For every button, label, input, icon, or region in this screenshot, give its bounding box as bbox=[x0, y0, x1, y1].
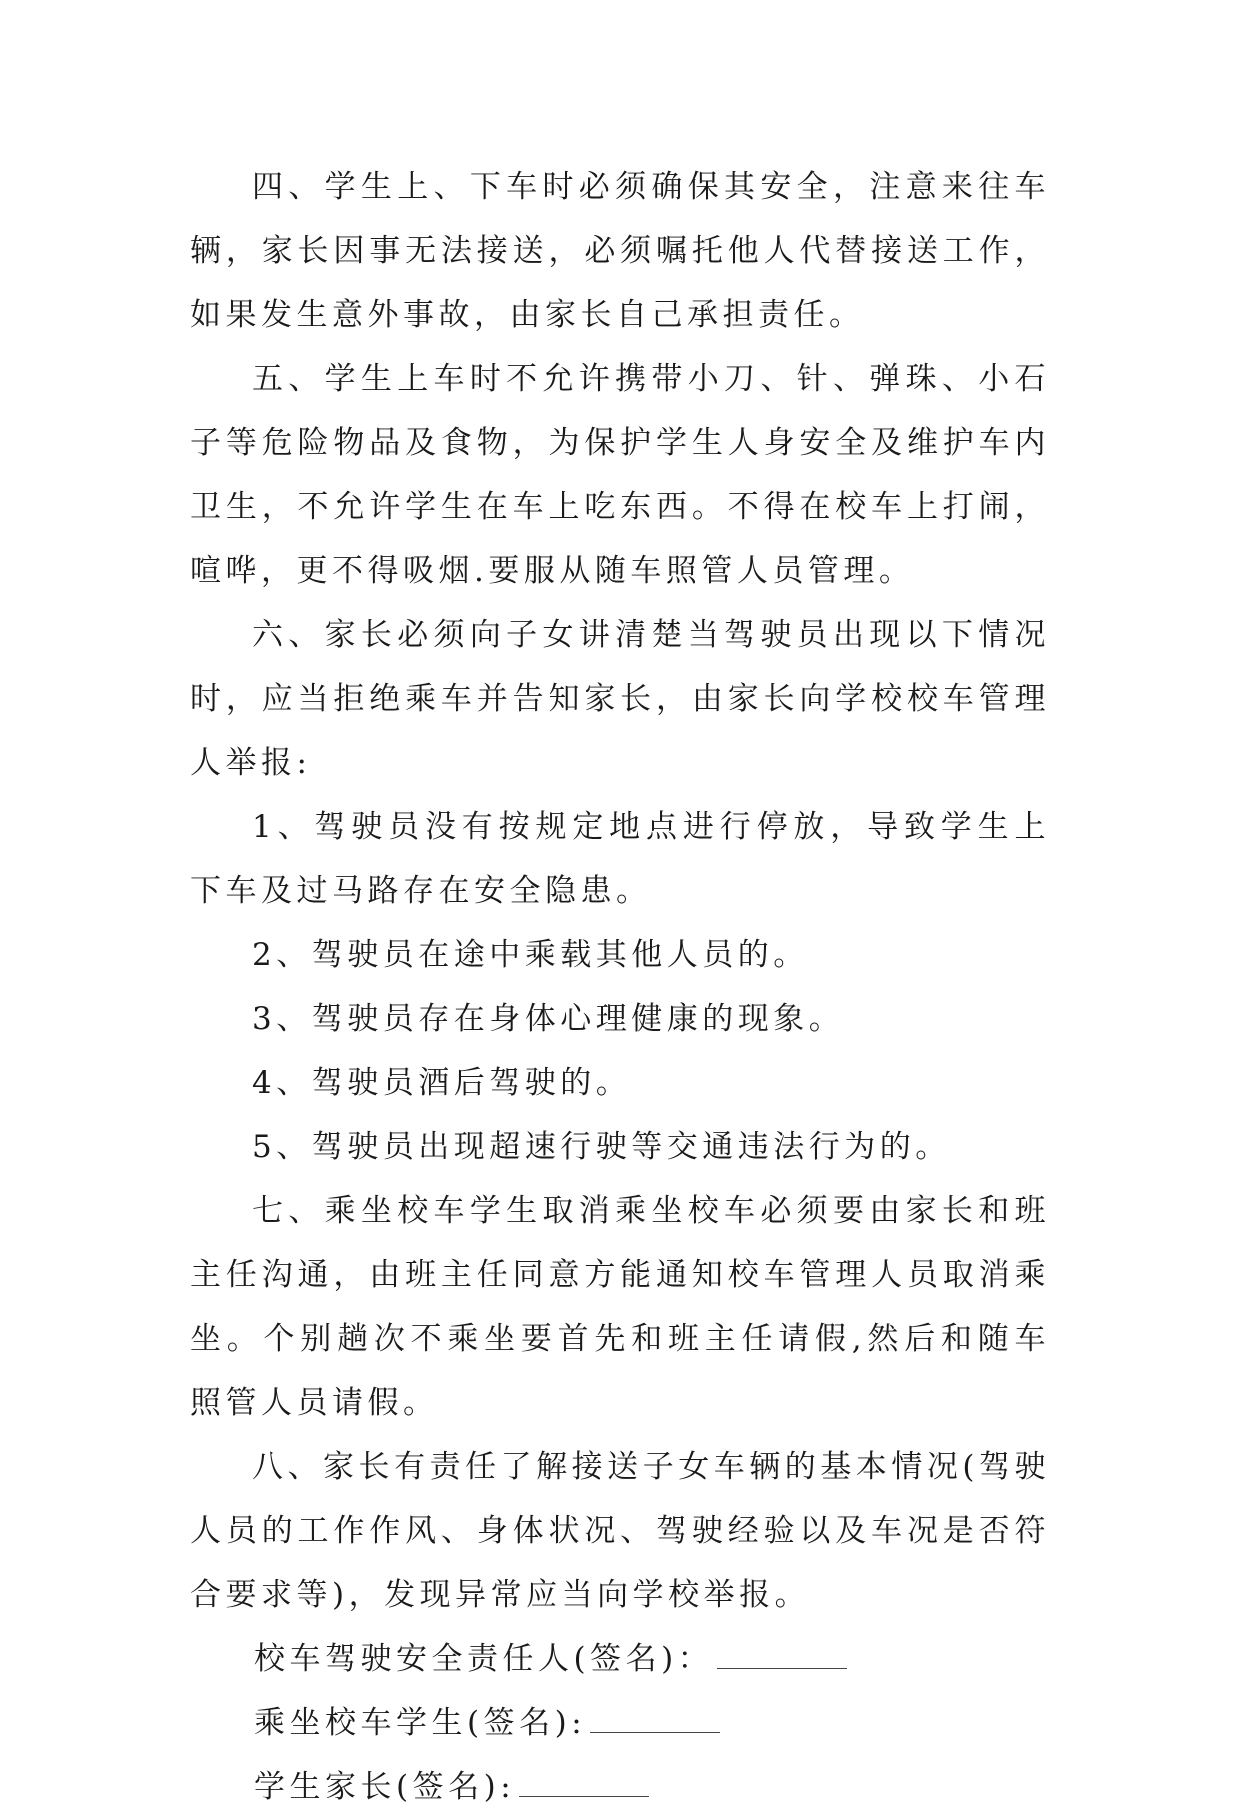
signature-blank-parent[interactable] bbox=[519, 1774, 649, 1797]
signature-line-parent bbox=[190, 1755, 1050, 1819]
condition-item-5: 5、驾驶员出现超速行驶等交通违法行为的。 bbox=[252, 1129, 951, 1165]
condition-item-2: 2、驾驶员在途中乘载其他人员的。 bbox=[252, 937, 809, 973]
condition-item-1: 1、驾驶员没有按规定地点进行停放，导致学生上下车及过马路存在安全隐患。 bbox=[190, 809, 1050, 909]
document-body bbox=[190, 155, 1050, 1819]
signature-line-student bbox=[190, 1691, 1050, 1755]
paragraph-8-vehicle-info: 八、家长有责任了解接送子女车辆的基本情况(驾驶人员的工作作风、身体状况、驾驶经验以及车况是否符合要求等)，发现异常应当向学校举报。 bbox=[190, 1449, 1050, 1613]
paragraph-7-cancellation: 七、乘坐校车学生取消乘坐校车必须要由家长和班主任沟通，由班主任同意方能通知校车管理人员取消乘坐。个别趟次不乘坐要首先和班主任请假,然后和随车照管人员请假。 bbox=[190, 1193, 1050, 1421]
condition-item-3: 3、驾驶员存在身体心理健康的现象。 bbox=[252, 1001, 845, 1037]
signature-line-driver bbox=[190, 1627, 1050, 1691]
condition-item-4: 4、驾驶员酒后驾驶的。 bbox=[252, 1065, 632, 1101]
signature-blank-student[interactable] bbox=[590, 1710, 720, 1733]
signature-label-driver: 校车驾驶安全责任人(签名)： bbox=[254, 1641, 714, 1677]
paragraph-6-report-conditions: 六、家长必须向子女讲清楚当驾驶员出现以下情况时，应当拒绝乘车并告知家长，由家长向学校校车管理人举报: bbox=[190, 617, 1050, 781]
signature-label-student: 乘坐校车学生(签名): bbox=[254, 1705, 587, 1741]
signature-blank-driver[interactable] bbox=[717, 1646, 847, 1669]
paragraph-4-safety: 四、学生上、下车时必须确保其安全，注意来往车辆，家长因事无法接送，必须嘱托他人代替接送工作，如果发生意外事故，由家长自己承担责任。 bbox=[190, 169, 1050, 333]
paragraph-5-prohibited-items: 五、学生上车时不允许携带小刀、针、弹珠、小石子等危险物品及食物，为保护学生人身安全及维护车内卫生，不允许学生在车上吃东西。不得在校车上打闹，喧哗，更不得吸烟.要服从随车照管人员管理。 bbox=[190, 361, 1050, 589]
signature-label-parent: 学生家长(签名): bbox=[254, 1769, 516, 1805]
